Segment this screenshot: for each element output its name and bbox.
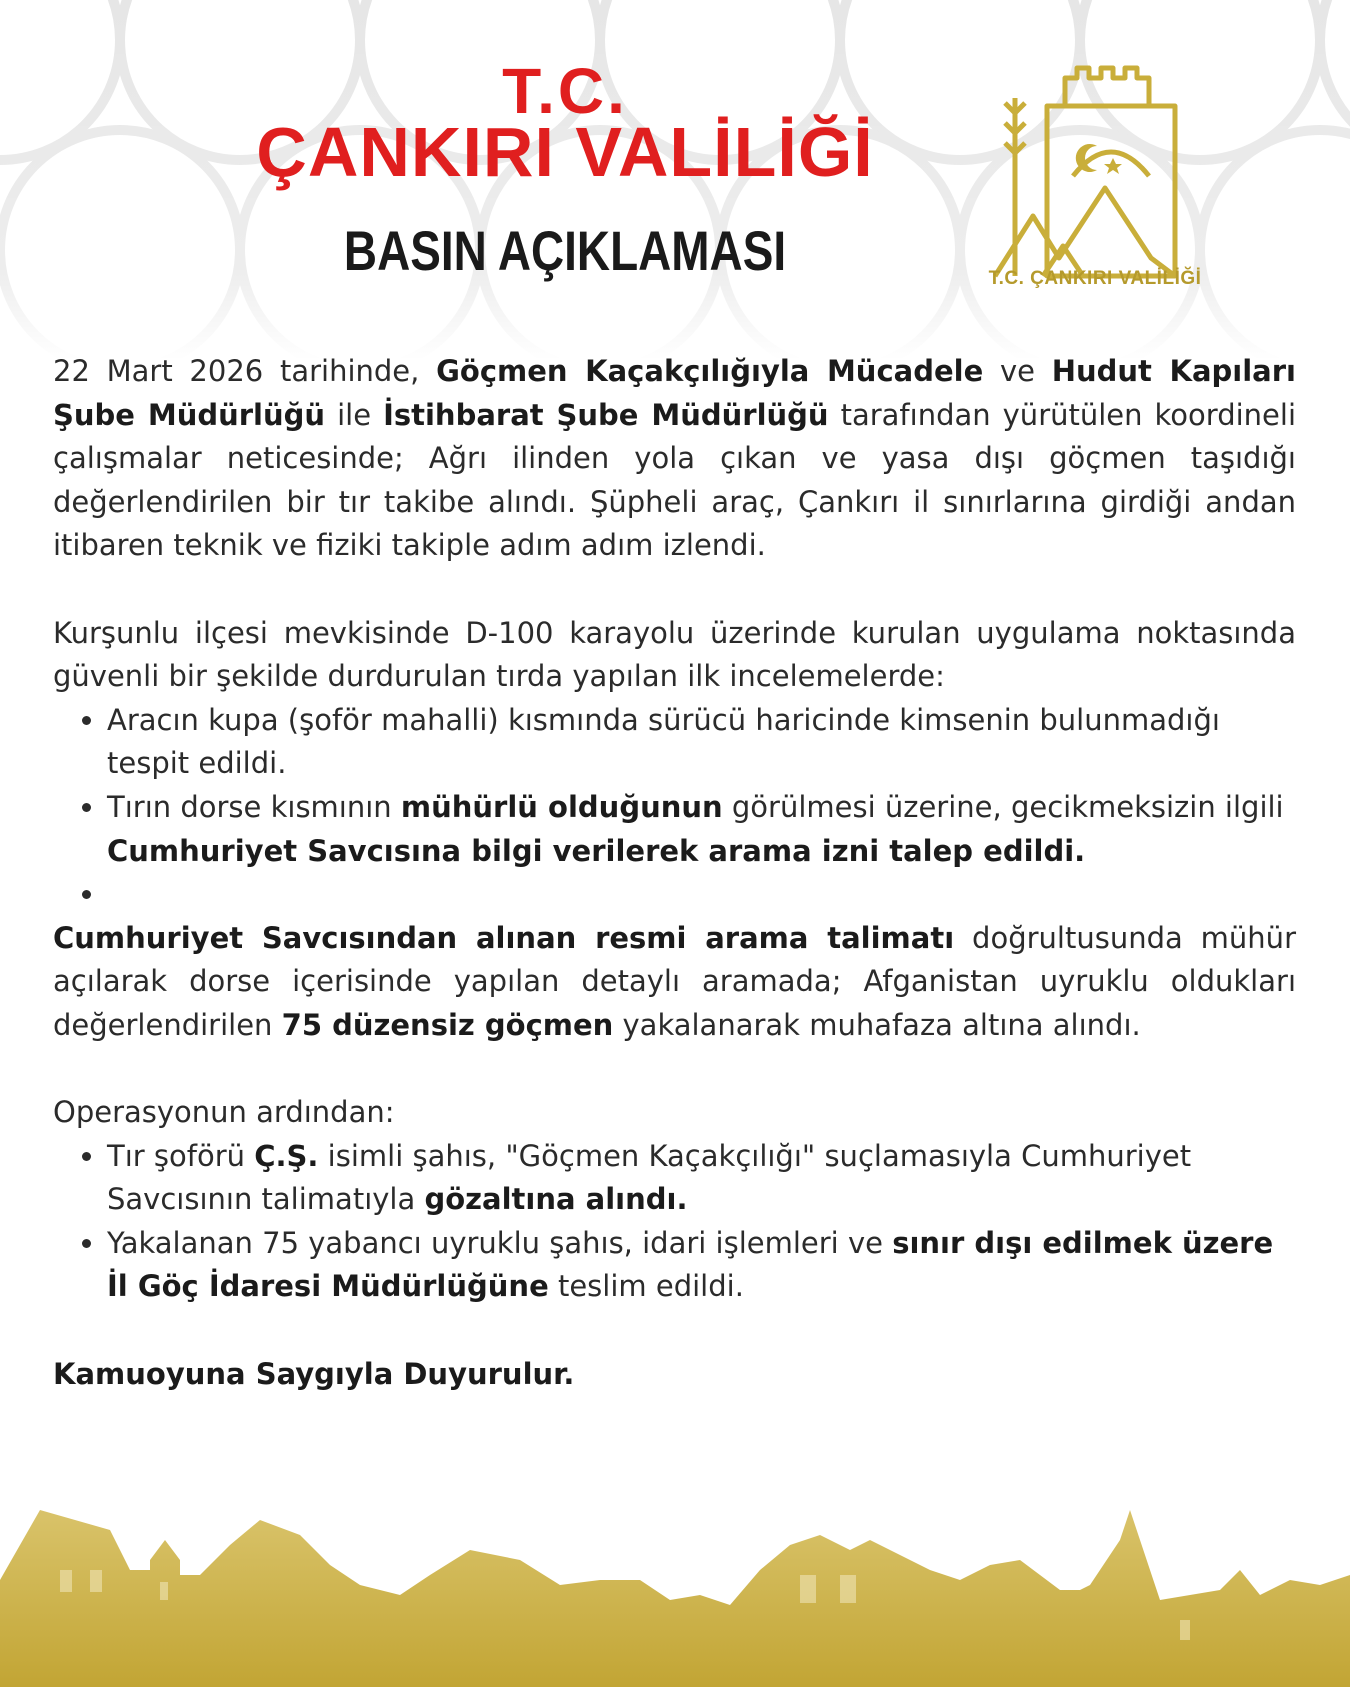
- findings-list: [53, 699, 1296, 917]
- bold-text: 75 düzensiz göçmen: [281, 1007, 614, 1042]
- text: Yakalanan 75 yabancı uyruklu şahıs, idari işlemleri ve: [107, 1225, 893, 1260]
- bold-unit-name: İstihbarat Şube Müdürlüğü: [383, 397, 829, 432]
- paragraph-4: Operasyonun ardından:: [53, 1095, 395, 1130]
- bold-text: sınır dışı edilmek üzere İl Göç İdaresi Müdürlüğüne: [107, 1225, 1274, 1304]
- bold-unit-name: Hudut Kapıları Şube Müdürlüğü: [53, 354, 1296, 432]
- governorship-emblem-logo: [985, 58, 1205, 298]
- emblem-caption: T.C. ÇANKIRI VALİLİĞİ: [988, 268, 1202, 289]
- header: [0, 0, 1350, 330]
- press-release-body: [53, 350, 1296, 1396]
- bold-text: mühürlü olduğunun: [400, 789, 723, 824]
- empty-list-item: [107, 873, 1296, 917]
- text: Tırın dorse kısmının: [107, 789, 401, 824]
- text: görülmesi üzerine, gecikmeksizin ilgili: [722, 789, 1284, 824]
- bold-text: Cumhuriyet Savcısına bilgi verilerek arama izni talep edildi.: [107, 833, 1086, 868]
- paragraph-1: [53, 350, 1296, 568]
- governorship-heading: ÇANKIRI VALİLİĞİ: [256, 113, 874, 191]
- text: doğrultusunda mühür açılarak dorse içerisinde yapılan detaylı aramada; Afganistan uyruklu oldukları değerlendirilen: [53, 920, 1296, 1042]
- list-item: [107, 1222, 1296, 1309]
- list-item: [107, 786, 1296, 873]
- city-skyline-illustration: [0, 1500, 1350, 1687]
- text: Aracın kupa (şoför mahalli) kısmında sürücü haricinde kimsenin bulunmadığı tespit edildi.: [107, 702, 1220, 781]
- paragraph-3: [53, 917, 1296, 1048]
- text: Tır şoförü: [107, 1138, 255, 1173]
- bold-text: Cumhuriyet Savcısından alınan resmi arama talimatı: [53, 920, 955, 955]
- tc-heading: T.C.: [502, 55, 628, 127]
- paragraph-2: Kurşunlu ilçesi mevkisinde D-100 karayolu üzerinde kurulan uygulama noktasında güvenli bir şekilde durdurulan tırda yapılan ilk incelemelerde:: [53, 615, 1296, 694]
- closing-statement: Kamuoyuna Saygıyla Duyurulur.: [53, 1356, 575, 1391]
- bold-text: gözaltına alındı.: [424, 1182, 688, 1217]
- text: ve: [983, 354, 1052, 388]
- text: teslim edildi.: [548, 1269, 744, 1304]
- list-item: [107, 1135, 1296, 1222]
- text: yakalanarak muhafaza altına alındı.: [613, 1007, 1141, 1042]
- list-item: [107, 699, 1296, 786]
- text: isimli şahıs, "Göçmen Kaçakçılığı" suçlamasıyla Cumhuriyet Savcısının talimatıyla: [107, 1138, 1192, 1217]
- outcomes-list: [53, 1135, 1296, 1309]
- bold-unit-name: Göçmen Kaçakçılığıyla Mücadele: [436, 354, 984, 388]
- bold-text: Ç.Ş.: [254, 1138, 319, 1173]
- press-release-title: BASIN AÇIKLAMASI: [343, 219, 787, 282]
- text: tarafından yürütülen koordineli çalışmalar neticesinde; Ağrı ilinden yola çıkan ve yasa dışı göçmen taşıdığı değerlendirilen bir tır takibe alındı. Şüpheli araç, Çankırı il sınırlarına girdiği andan itibaren teknik ve fiziki takiple adım adım izlendi.: [53, 397, 1296, 563]
- text: 22 Mart 2026 tarihinde,: [53, 354, 437, 388]
- text: ile: [325, 397, 384, 432]
